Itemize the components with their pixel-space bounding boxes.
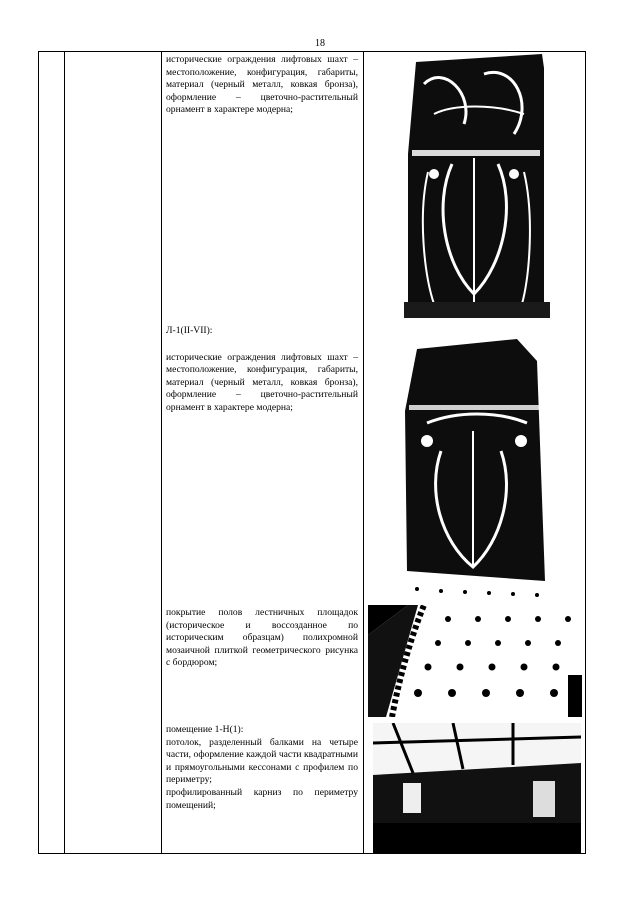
row-2-text: [166, 325, 358, 415]
column-divider: [161, 51, 162, 854]
row-2-paragraph: исторические ограждения лифтовых шахт – местоположение, конфигурация, габариты, материал (черный металл, ковкая бронза), оформление – цветочно-растительный орнамент в характере модерна;: [166, 351, 358, 413]
column-divider: [64, 51, 65, 854]
elevator-enclosure-photo: [404, 54, 550, 318]
elevator-enclosure-photo: [397, 331, 557, 598]
column-divider: [363, 51, 364, 854]
row-3-text: [166, 607, 358, 670]
mosaic-floor-photo: [368, 605, 582, 717]
row-4-paragraph: потолок, разделенный балками на четыре части, оформление каждой части квадратными и прямоугольными кессонами с профилем по периметру;: [166, 736, 358, 786]
row-1-text: [166, 54, 358, 117]
page-number: 18: [315, 38, 325, 49]
row-2-heading: Л-1(II-VII):: [166, 325, 213, 336]
row-4-paragraph: профилированный карниз по периметру помещений;: [166, 786, 358, 811]
coffered-ceiling-photo: [373, 723, 581, 854]
row-4-heading: помещение 1-Н(1):: [166, 724, 244, 735]
row-4-text: [166, 724, 358, 812]
row-3-paragraph: покрытие полов лестничных площадок (историческое и воссозданное по историческим образцам) полихромной мозаичной плиткой геометрического рисунка с бордюром;: [166, 607, 358, 669]
row-1-paragraph: исторические ограждения лифтовых шахт – местоположение, конфигурация, габариты, материал (черный металл, ковкая бронза), оформление – цветочно-растительный орнамент в характере модерна;: [166, 54, 358, 116]
